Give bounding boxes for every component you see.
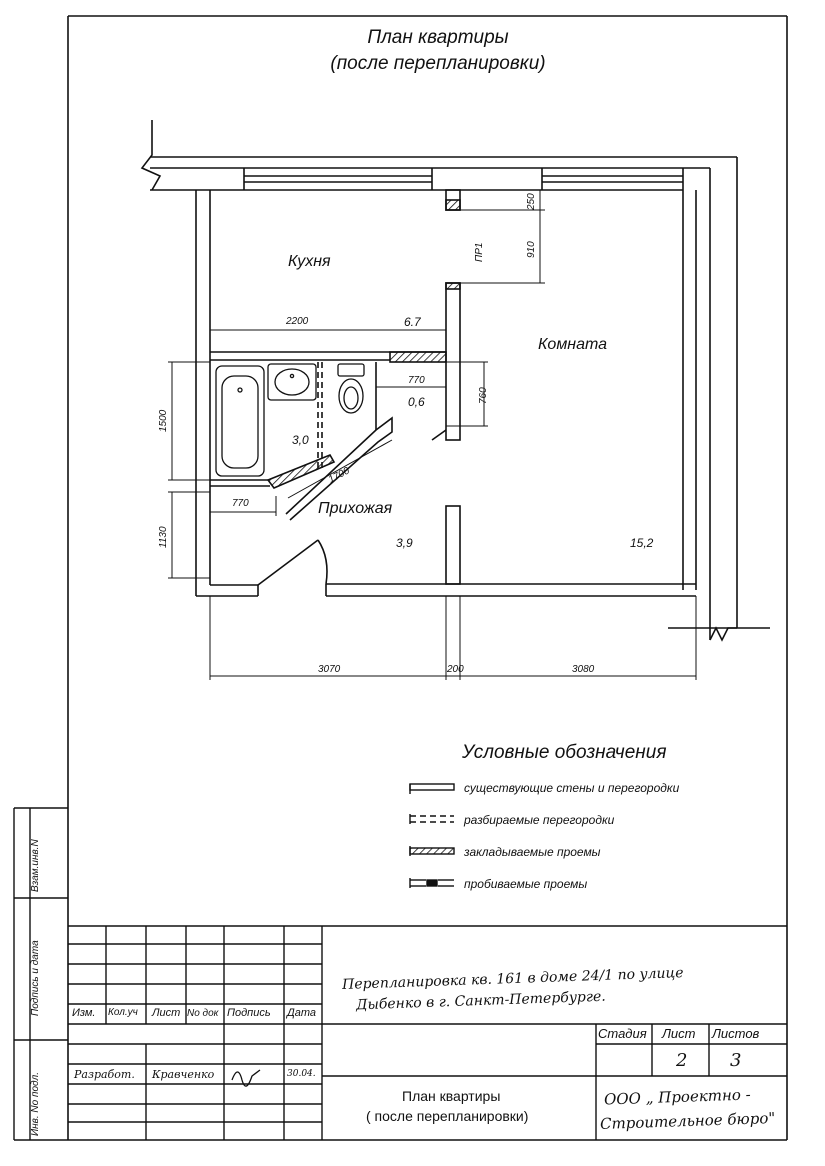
legend-dismantled-label: разбираемые перегородки [464,813,615,827]
legend-pierced-symbol [410,878,454,888]
exterior-walls [142,120,770,640]
tb-stage-header: Стадия [598,1026,647,1041]
side-stamp-inv: Инв. No подл. [30,1071,41,1136]
room-hallway-label: Прихожая [318,500,393,517]
side-stamp [14,808,68,1140]
dim-pr1-opening: 910 [526,241,537,258]
legend-title: Условные обозначения [462,742,667,763]
dim-bath-height: 1500 [158,409,169,432]
tb-drawing-name-line1: План квартиры [402,1088,501,1104]
tb-org-line2: Строительное бюро" [599,1108,776,1134]
tb-sheets-header: Листов [712,1026,760,1041]
area-hallway: 3,9 [396,536,413,550]
tb-dev-date: 30.04. [287,1069,316,1079]
tb-project-line2: Дыбенко в г. Санкт-Петербурге. [355,988,606,1014]
tb-sheet-header: Лист [662,1026,696,1041]
dim-kitchen-width: 2200 [286,316,309,327]
room-main-label: Комната [538,336,608,353]
legend-symbols [410,784,454,888]
tb-sheet-value: 2 [676,1050,688,1071]
tb-header-data: Дата [287,1007,317,1019]
side-stamp-vzam: Взам.инв.N [30,839,41,892]
dim-bath-diag: 1700 [326,465,352,486]
dim-pr1-label: ПР1 [474,242,485,262]
tb-dev-name: Кравченко [152,1068,215,1081]
dim-bath-bottom: 770 [232,498,249,509]
dim-total-right: 3080 [572,664,595,675]
dim-hall-height: 1130 [158,526,169,548]
toilet-icon [338,364,364,413]
area-bath: 3,0 [292,433,309,447]
tb-org-line1: ООО „ Проектно - [603,1085,751,1109]
area-wc: 0,6 [408,395,425,409]
legend-existing-symbol [410,784,454,794]
legend-filled-label: закладываемые проемы [464,845,601,859]
tb-header-nodoc: No док [187,1008,219,1019]
bathroom-fixtures [216,364,364,476]
tb-sheets-value: 3 [730,1050,742,1071]
dim-total-left: 3070 [318,664,341,675]
tb-drawing-name-line2: ( после перепланировки) [366,1108,529,1124]
dim-wc-width: 770 [408,375,425,386]
side-stamp-podpis: Подпись и дата [30,940,41,1016]
dim-pr1-top: 250 [526,193,537,210]
tb-header-izm: Изм. [72,1007,96,1019]
tb-header-list: Лист [152,1007,181,1019]
legend-pierced-label: пробиваемые проемы [464,877,588,891]
tb-dev-role: Разработ. [74,1068,135,1081]
area-room: 15,2 [630,536,654,550]
area-kitchen: 6.7 [404,315,421,329]
dim-total-mid: 200 [447,664,464,675]
page-subtitle: (после перепланировки) [330,53,546,74]
dim-wc-height: 760 [478,387,489,404]
dimension-lines [168,190,696,680]
tb-project-line1: Перепланировка кв. 161 в доме 24/1 по улице [341,965,684,993]
legend-filled-symbol [410,846,454,856]
tb-header-kolvo: Кол.уч [108,1007,138,1018]
legend-dismantled-symbol [410,814,454,824]
tb-header-podpis: Подпись [227,1007,271,1019]
page-title: План квартиры [367,27,509,48]
room-kitchen-label: Кухня [288,253,331,270]
legend-existing-label: существующие стены и перегородки [464,781,680,795]
